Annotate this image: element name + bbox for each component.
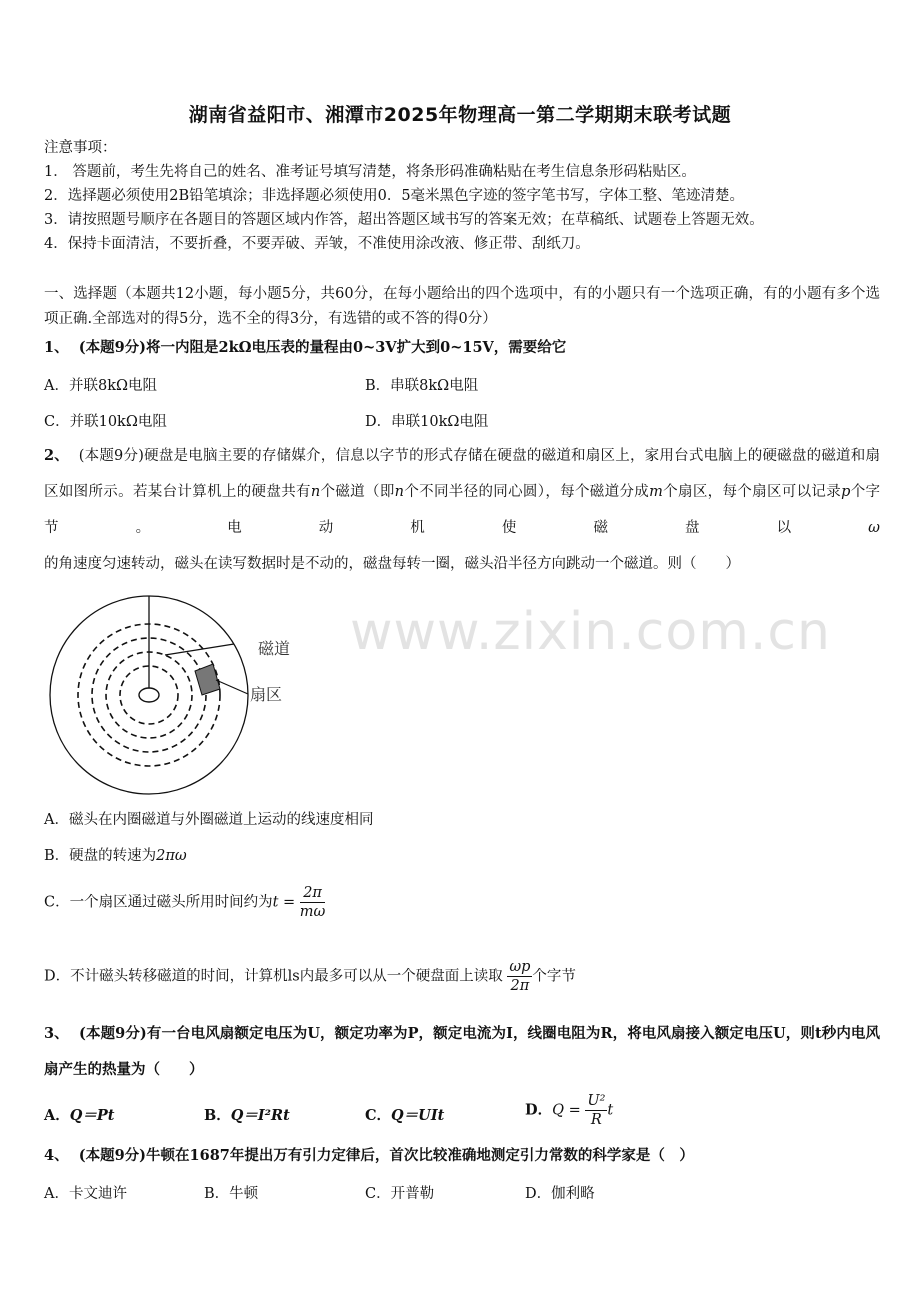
question-number: 2、 [44,447,70,464]
q2-option-c: C．一个扇区通过磁头所用时间约为t = $\frac{2\pi}{m\omega}$ [44,885,326,920]
q4-option-a: A．卡文迪许 [44,1186,127,1202]
q4-option-d: D．伽利略 [525,1186,595,1202]
q1-option-a: A．并联8kΩ电阻 [44,378,158,394]
q2-option-d: D．不计磁头转移磁道的时间，计算机ls内最多可以从一个硬盘面上读取 $\frac{\omega p}{2\pi}$ 个字节 [44,959,576,994]
question-stem: (本题9分)将一内阻是2kΩ电压表的量程由0~3V扩大到0~15V，需要给它 [78,339,567,356]
question-stem: (本题9分)牛顿在1687年提出万有引力定律后，首次比较准确地测定引力常数的科学家是（ ） [78,1147,694,1164]
notice-item: 4．保持卡面清洁，不要折叠，不要弄破、弄皱，不准使用涂改液、修正带、刮纸刀。 [44,236,590,252]
notice-item: 2．选择题必须使用2B铅笔填涂；非选择题必须使用0．5毫米黑色字迹的签字笔书写，字体工整、笔迹清楚。 [44,188,745,204]
spindle-hole [139,688,159,702]
q3-option-b: B．Q＝I²Rt [204,1107,290,1124]
watermark: www.zixin.com.cn [350,602,831,662]
q3-option-d: D．Q = $\frac{\text{U²}}{R}$ t [525,1093,614,1128]
notice-item: 3．请按照题号顺序在各题目的答题区域内作答，超出答题区域书写的答案无效；在草稿纸、试题卷上答题无效。 [44,212,764,228]
question-stem: (本题9分)硬盘是电脑主要的存储媒介，信息以字节的形式存储在硬盘的磁道和扇区上，家用台式电脑上的硬磁盘的磁道和扇区如图所示。若某台计算机上的硬盘共有 [44,448,881,500]
q4-option-c: C．开普勒 [365,1186,435,1202]
page-title: 湖南省益阳市、湘潭市2025年物理高一第二学期期末联考试题 [188,104,732,126]
notice-item: 1． 答题前，考生先将自己的姓名、准考证号填写清楚，将条形码准确粘贴在考生信息条形码粘贴区。 [44,164,696,180]
q1-option-b: B．串联8kΩ电阻 [365,378,479,394]
question-number: 4、 [44,1147,69,1164]
question-3 [44,1016,880,1088]
sector-leader-line [216,680,248,694]
notice-heading: 注意事项： [44,140,117,156]
q1-option-d: D．串联10kΩ电阻 [365,414,489,430]
question-number: 3、 [44,1025,69,1042]
q2-option-a: A．磁头在内圈磁道与外圈磁道上运动的线速度相同 [44,812,374,828]
fraction: $\frac{\text{U²}}{R}$ [587,1093,606,1128]
q3-option-a: A．Q＝Pt [44,1107,115,1124]
sector-label: 扇区 [250,685,283,704]
question-1 [44,338,566,358]
fraction: $\frac{2\pi}{m\omega}$ [299,885,326,920]
section-heading: 一、选择题（本题共12小题，每小题5分，共60分，在每小题给出的四个选项中，有的小题只有一个选项正确，有的小题有多个选项正确.全部选对的得5分，选不全的得3分，有选错的或不答的得0分） [44,286,880,327]
question-2: 2、 (本题9分)硬盘是电脑主要的存储媒介，信息以字节的形式存储在硬盘的磁道和扇区上，家用台式电脑上的硬磁盘的磁道和扇区如图所示。若某台计算机上的硬盘共有n个磁道（即n个不同半径的同心圆），每个磁道分成m个扇区，每个扇区可以记录p个字节。电动机使磁盘以ω的角速度匀速转动，磁头在读写数据时是不动的，磁盘每转一圈，磁头沿半径方向跳动一个磁道。则（ ） [44,447,881,572]
q3-option-c: C．Q＝UIt [365,1107,445,1124]
q1-option-c: C．并联10kΩ电阻 [44,414,167,430]
q2-option-b: B．硬盘的转速为2πω [44,848,187,864]
question-4 [44,1146,694,1166]
question-number: 1、 [44,339,69,356]
fraction: $\frac{\omega p}{2\pi}$ [509,959,531,994]
question-stem: (本题9分)有一台电风扇额定电压为U，额定功率为P，额定电流为I，线圈电阻为R，将电风扇接入额定电压U，则t秒内电风扇产生的热量为（ ） [44,1025,880,1078]
disk-diagram [44,592,304,802]
q4-option-b: B．牛顿 [204,1186,259,1202]
track-label: 磁道 [258,639,291,658]
math-expression: 2πω [156,848,187,864]
